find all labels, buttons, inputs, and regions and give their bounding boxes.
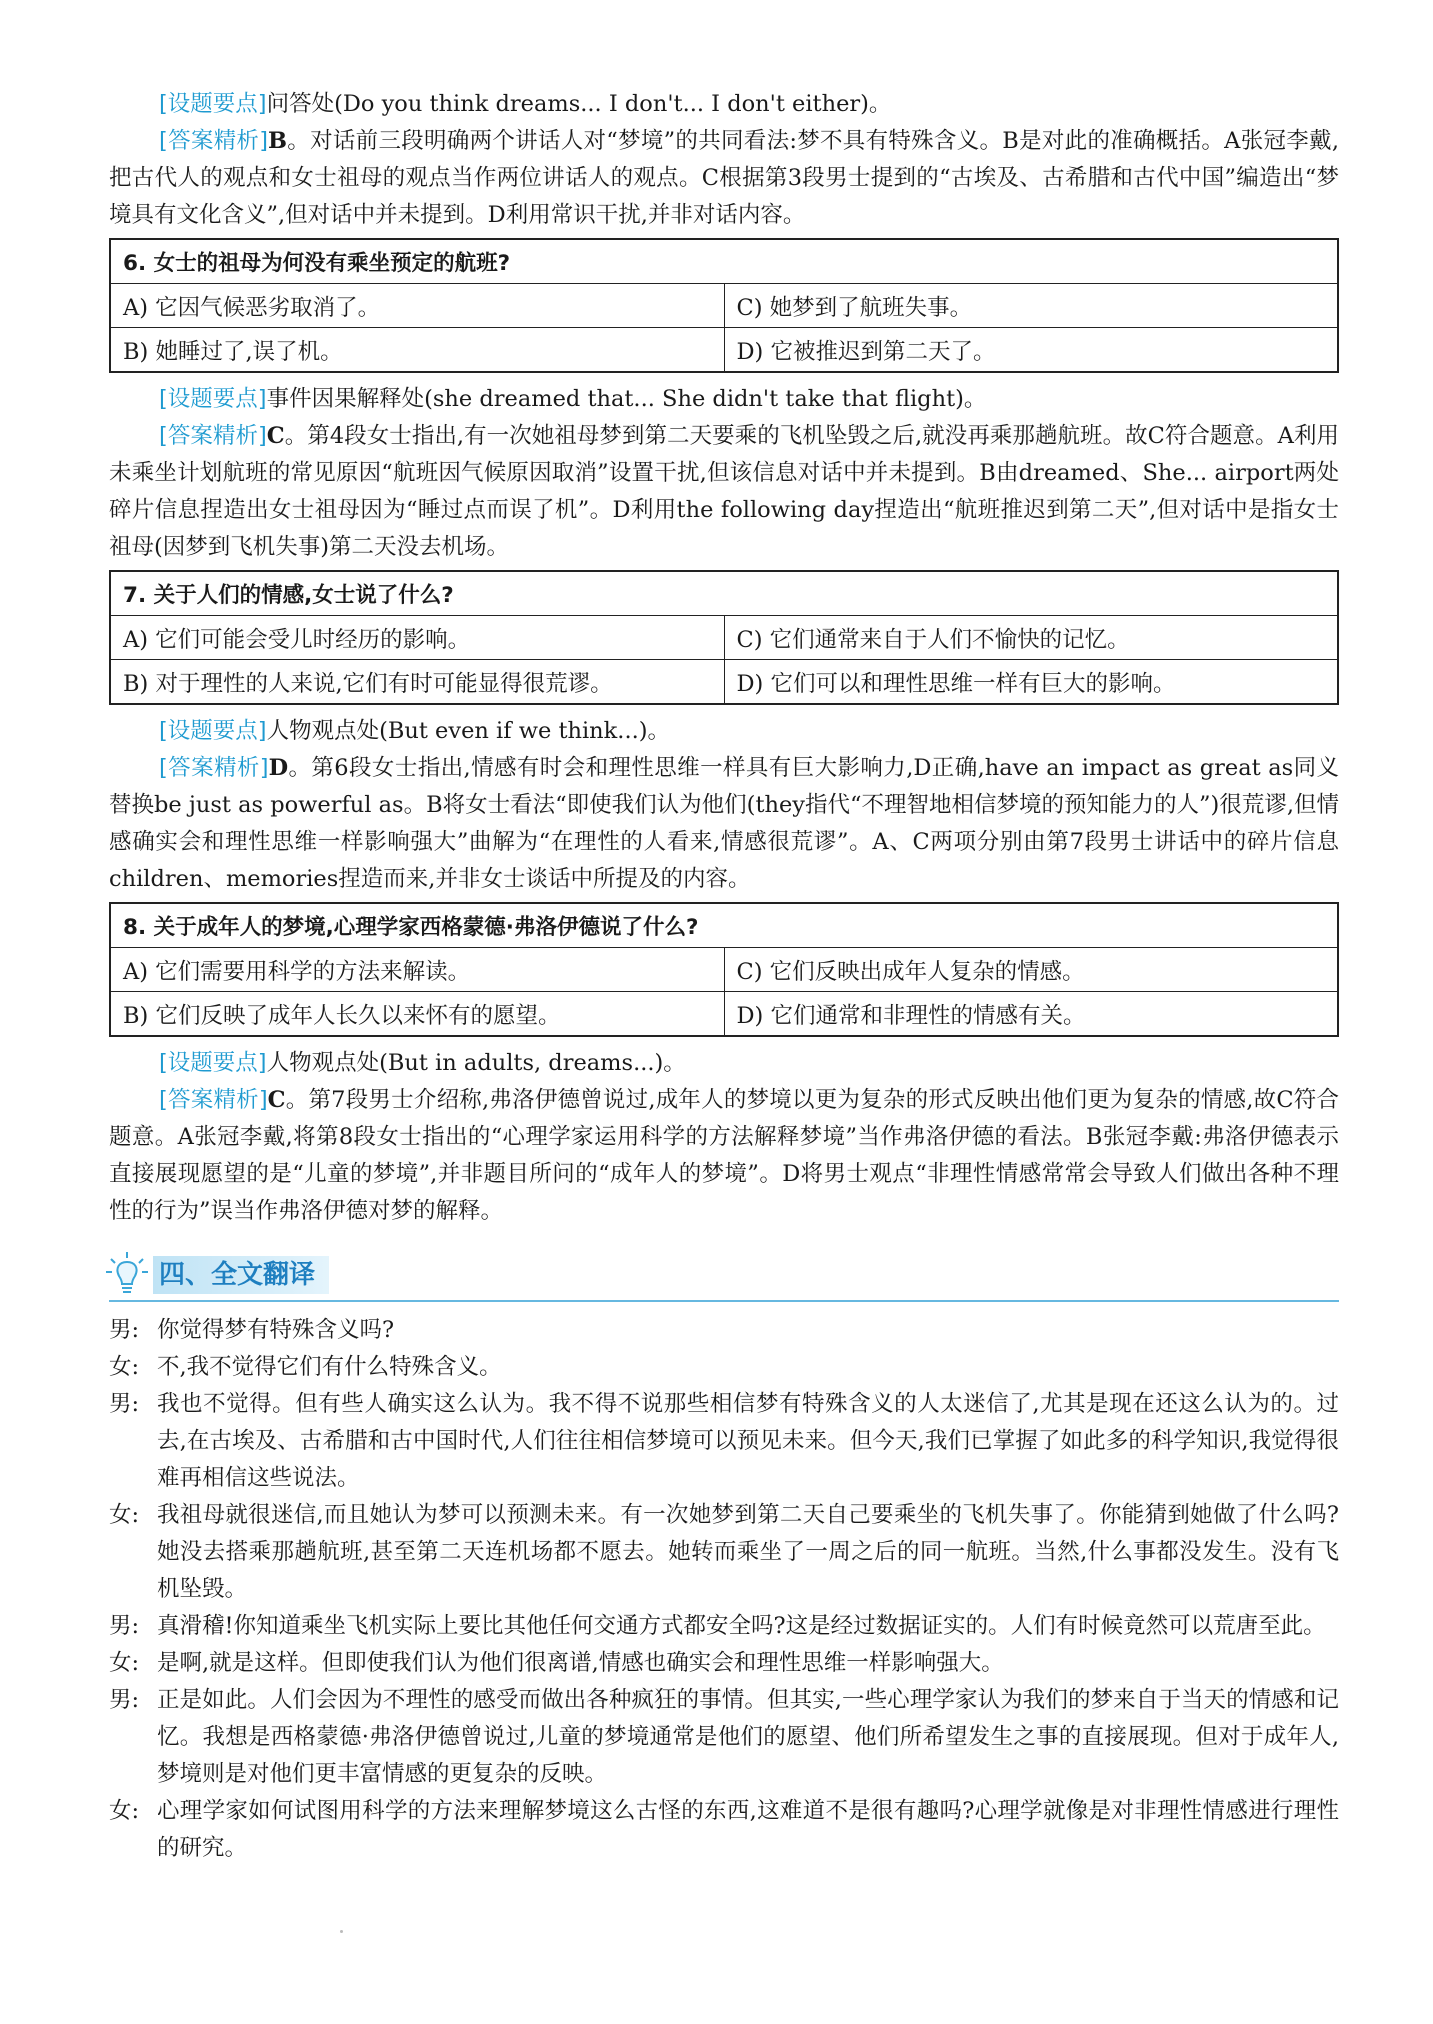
question-table-8 <box>109 902 1339 1037</box>
q7-point-paragraph <box>109 713 1339 750</box>
dialogue-text: 心理学家如何试图用科学的方法来理解梦境这么古怪的东西,这难道不是很有趣吗?心理学就像是对非理性情感进行理性的研究。 <box>157 1798 1339 1861</box>
speaker-label: 女: <box>109 1354 140 1380</box>
dialogue-text: 正是如此。人们会因为不理性的感受而做出各种疯狂的事情。但其实,一些心理学家认为我们的梦来自于当天的情感和记忆。我想是西格蒙德·弗洛伊德曾说过,儿童的梦境通常是他们的愿望、他们所希望发生之事的直接展现。但对于成年人,梦境则是对他们更丰富情感的更复杂的反映。 <box>157 1687 1339 1787</box>
question-stem: 6. 女士的祖母为何没有乘坐预定的航班? <box>110 239 1338 284</box>
q7-analysis-paragraph <box>109 750 1339 898</box>
analysis-text: 。第6段女士指出,情感有时会和理性思维一样具有巨大影响力,D正确,have an impact as great as同义替换be just as powerful as。B将女士看法“即使我们认为他们(they指代“不理智地相信梦境的预知能力的人”)很荒谬,但情感确实会和理性思维一样影响强大”曲解为“在理性的人看来,情感很荒谬”。A、C两项分别由第7段男士讲话中的碎片信息children、memories捏造而来,并非女士谈话中所提及的内容。 <box>109 755 1339 892</box>
q8-point-paragraph <box>109 1045 1339 1082</box>
question-table-6 <box>109 238 1339 373</box>
analysis-text: 。第4段女士指出,有一次她祖母梦到第二天要乘的飞机坠毁之后,就没再乘那趟航班。故C符合题意。A利用未乘坐计划航班的常见原因“航班因气候原因取消”设置干扰,但该信息对话中并未提到。B由dreamed、She... airport两处碎片信息捏造出女士祖母因为“睡过点而误了机”。D利用the following day捏造出“航班推迟到第二天”,但对话中是指女士祖母(因梦到飞机失事)第二天没去机场。 <box>109 423 1339 560</box>
speaker-label: 女: <box>109 1502 140 1528</box>
analysis-tag: [答案精析] <box>159 423 267 449</box>
question-stem: 8. 关于成年人的梦境,心理学家西格蒙德·弗洛伊德说了什么? <box>110 903 1338 948</box>
q6-analysis-paragraph <box>109 418 1339 566</box>
dialogue-line <box>109 1793 1339 1867</box>
point-text: 问答处(Do you think dreams... I don't... I don't either)。 <box>266 91 892 117</box>
dialogue-line <box>109 1312 1339 1349</box>
speaker-label: 男: <box>109 1391 140 1417</box>
content-column <box>109 86 1339 1867</box>
q8-analysis-paragraph <box>109 1082 1339 1230</box>
point-tag: [设题要点] <box>159 1050 267 1076</box>
point-tag: [设题要点] <box>159 386 267 412</box>
analysis-text: 。对话前三段明确两个讲话人对“梦境”的共同看法:梦不具有特殊含义。B是对此的准确概括。A张冠李戴,把古代人的观点和女士祖母的观点当作两位讲话人的观点。C根据第3段男士提到的“古埃及、古希腊和古代中国”编造出“梦境具有文化含义”,但对话中并未提到。D利用常识干扰,并非对话内容。 <box>109 128 1339 228</box>
dialogue-line <box>109 1497 1339 1608</box>
analysis-tag: [答案精析] <box>159 1087 268 1113</box>
page-speck <box>340 1930 343 1933</box>
analysis-text: 。第7段男士介绍称,弗洛伊德曾说过,成年人的梦境以更为复杂的形式反映出他们更为复杂的情感,故C符合题意。A张冠李戴,将第8段女士指出的“心理学家运用科学的方法解释梦境”当作弗洛伊德的看法。B张冠李戴:弗洛伊德表示直接展现愿望的是“儿童的梦境”,并非题目所问的“成年人的梦境”。D将男士观点“非理性情感常常会导致人们做出各种不理性的行为”误当作弗洛伊德对梦的解释。 <box>109 1087 1339 1224</box>
lightbulb-icon <box>105 1250 149 1296</box>
option-b: B) 它们反映了成年人长久以来怀有的愿望。 <box>110 992 724 1037</box>
option-b: B) 对于理性的人来说,它们有时可能显得很荒谬。 <box>110 660 724 705</box>
option-a: A) 它们需要用科学的方法来解读。 <box>110 948 724 992</box>
answer-letter: B <box>267 128 288 154</box>
question-stem: 7. 关于人们的情感,女士说了什么? <box>110 571 1338 616</box>
answer-letter: C <box>266 423 285 449</box>
dialogue-text: 是啊,就是这样。但即使我们认为他们很离谱,情感也确实会和理性思维一样影响强大。 <box>157 1650 1004 1676</box>
section-heading <box>109 1248 1339 1302</box>
point-text: 事件因果解释处(she dreamed that... She didn't take that flight)。 <box>266 386 987 412</box>
option-c: C) 她梦到了航班失事。 <box>724 284 1338 328</box>
point-tag: [设题要点] <box>159 718 267 744</box>
translation-dialogue <box>109 1312 1339 1867</box>
option-d: D) 它们可以和理性思维一样有巨大的影响。 <box>724 660 1338 705</box>
option-d: D) 它们通常和非理性的情感有关。 <box>724 992 1338 1037</box>
option-b: B) 她睡过了,误了机。 <box>110 328 724 373</box>
dialogue-line <box>109 1682 1339 1793</box>
answer-letter: C <box>267 1087 286 1113</box>
speaker-label: 男: <box>109 1613 140 1639</box>
answer-letter: D <box>268 755 289 781</box>
dialogue-line <box>109 1645 1339 1682</box>
q5-analysis-paragraph <box>109 123 1339 234</box>
option-a: A) 它们可能会受儿时经历的影响。 <box>110 616 724 660</box>
analysis-tag: [答案精析] <box>159 128 268 154</box>
q5-point-paragraph <box>109 86 1339 123</box>
section-title: 四、全文翻译 <box>153 1256 329 1294</box>
option-a: A) 它因气候恶劣取消了。 <box>110 284 724 328</box>
analysis-tag: [答案精析] <box>159 755 269 781</box>
dialogue-text: 你觉得梦有特殊含义吗? <box>157 1317 395 1343</box>
speaker-label: 女: <box>109 1798 140 1824</box>
point-text: 人物观点处(But in adults, dreams...)。 <box>266 1050 686 1076</box>
dialogue-text: 我也不觉得。但有些人确实这么认为。我不得不说那些相信梦有特殊含义的人太迷信了,尤其是现在还这么认为的。过去,在古埃及、古希腊和古中国时代,人们往往相信梦境可以预见未来。但今天,我们已掌握了如此多的科学知识,我觉得很难再相信这些说法。 <box>157 1391 1339 1491</box>
speaker-label: 男: <box>109 1317 140 1343</box>
option-c: C) 它们反映出成年人复杂的情感。 <box>724 948 1338 992</box>
dialogue-line <box>109 1608 1339 1645</box>
option-d: D) 它被推迟到第二天了。 <box>724 328 1338 373</box>
q6-point-paragraph <box>109 381 1339 418</box>
point-tag: [设题要点] <box>159 91 267 117</box>
speaker-label: 女: <box>109 1650 140 1676</box>
dialogue-line <box>109 1349 1339 1386</box>
speaker-label: 男: <box>109 1687 140 1713</box>
point-text: 人物观点处(But even if we think...)。 <box>266 718 671 744</box>
dialogue-text: 我祖母就很迷信,而且她认为梦可以预测未来。有一次她梦到第二天自己要乘坐的飞机失事了。你能猜到她做了什么吗?她没去搭乘那趟航班,甚至第二天连机场都不愿去。她转而乘坐了一周之后的同一航班。当然,什么事都没发生。没有飞机坠毁。 <box>157 1502 1339 1602</box>
dialogue-text: 真滑稽!你知道乘坐飞机实际上要比其他任何交通方式都安全吗?这是经过数据证实的。人们有时候竟然可以荒唐至此。 <box>157 1613 1326 1639</box>
question-table-7 <box>109 570 1339 705</box>
dialogue-text: 不,我不觉得它们有什么特殊含义。 <box>157 1354 502 1380</box>
option-c: C) 它们通常来自于人们不愉快的记忆。 <box>724 616 1338 660</box>
dialogue-line <box>109 1386 1339 1497</box>
